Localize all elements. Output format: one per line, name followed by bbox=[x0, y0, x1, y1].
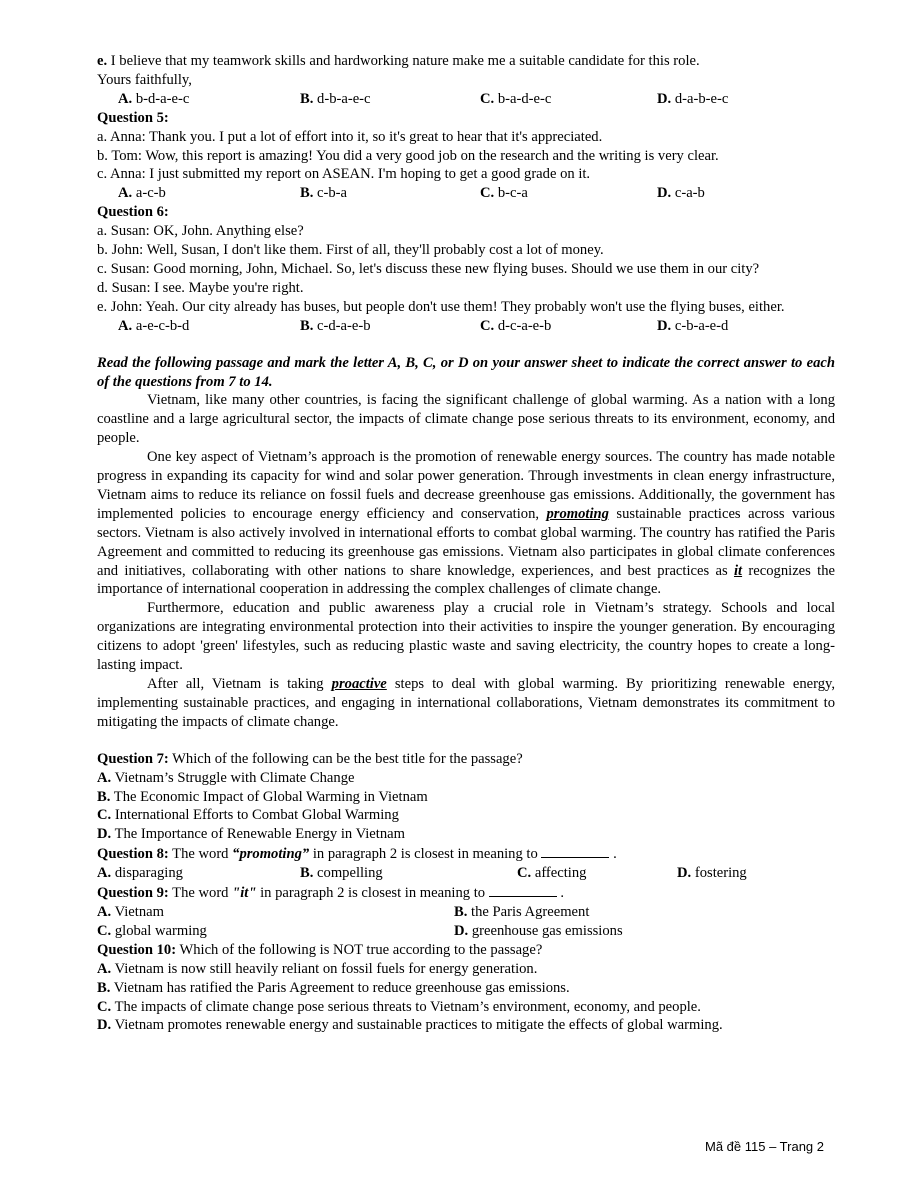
answer-option[interactable] bbox=[657, 90, 728, 109]
q8-answer-options bbox=[97, 864, 835, 883]
exam-page bbox=[97, 52, 835, 1035]
option-letter: A. bbox=[97, 865, 112, 882]
answer-blank bbox=[489, 883, 557, 897]
passage-paragraph-4 bbox=[97, 675, 835, 732]
option-text: b-c-a bbox=[494, 185, 528, 202]
option-letter: B. bbox=[300, 90, 314, 107]
option-text: b-d-a-e-c bbox=[132, 90, 190, 107]
answer-option[interactable] bbox=[97, 184, 300, 203]
q6-line-c: c. Susan: Good morning, John, Michael. So, let's discuss these new flying buses. Should we use them in our city? bbox=[97, 260, 760, 277]
q5-line-c: c. Anna: I just submitted my report on ASEAN. I'm hoping to get a good grade on it. bbox=[97, 166, 591, 183]
option-text: c-a-b bbox=[671, 185, 705, 202]
q7-question: Which of the following can be the best title for the passage? bbox=[168, 750, 523, 767]
option-letter: C. bbox=[97, 998, 112, 1015]
option-letter: B. bbox=[97, 788, 111, 805]
answer-option[interactable] bbox=[300, 864, 517, 883]
answer-option[interactable] bbox=[97, 769, 835, 788]
option-letter: A. bbox=[118, 90, 133, 107]
option-letter: C. bbox=[480, 317, 495, 334]
q4-e-label: e. bbox=[97, 53, 108, 69]
answer-option[interactable] bbox=[454, 903, 589, 922]
option-text: International Efforts to Combat Global Warming bbox=[111, 807, 399, 824]
answer-option[interactable] bbox=[300, 184, 480, 203]
option-letter: C. bbox=[97, 922, 112, 939]
option-letter: B. bbox=[300, 317, 314, 334]
option-text: c-b-a bbox=[313, 185, 348, 202]
answer-option[interactable] bbox=[97, 922, 454, 941]
q4-e-text: I believe that my teamwork skills and hardworking nature make me a suitable candidate for this role. bbox=[107, 53, 700, 69]
option-letter: D. bbox=[677, 865, 692, 882]
answer-option[interactable] bbox=[97, 788, 835, 807]
option-letter: A. bbox=[118, 185, 133, 202]
option-letter: A. bbox=[97, 769, 112, 786]
answer-option[interactable] bbox=[480, 184, 657, 203]
option-text: b-a-d-e-c bbox=[494, 90, 552, 107]
reading-instruction: Read the following passage and mark the letter A, B, C, or D on your answer sheet to indicate the correct answer to each of the questions from 7 to 14. bbox=[97, 354, 835, 390]
answer-option[interactable] bbox=[97, 960, 835, 979]
q6-line-b: b. John: Well, Susan, I don't like them. First of all, they'll probably cost a lot of money. bbox=[97, 242, 604, 259]
answer-option[interactable] bbox=[300, 90, 480, 109]
passage-text: After all, Vietnam is taking bbox=[147, 676, 332, 692]
answer-blank bbox=[541, 844, 609, 858]
answer-option[interactable] bbox=[677, 864, 747, 883]
option-letter: B. bbox=[300, 185, 314, 202]
option-text: The Importance of Renewable Energy in Vietnam bbox=[111, 826, 405, 843]
q5-answer-options bbox=[97, 184, 835, 203]
option-letter: C. bbox=[480, 90, 495, 107]
option-text: Vietnam promotes renewable energy and sustainable practices to mitigate the effects of global warming. bbox=[111, 1017, 723, 1034]
answer-option[interactable] bbox=[657, 317, 728, 336]
option-letter: D. bbox=[454, 922, 469, 939]
keyword-it: it bbox=[733, 562, 743, 579]
option-text: fostering bbox=[691, 865, 747, 882]
option-text: d-a-b-e-c bbox=[671, 90, 729, 107]
option-letter: A. bbox=[97, 903, 112, 920]
option-letter: C. bbox=[97, 807, 112, 824]
option-letter: C. bbox=[517, 865, 532, 882]
keyword-proactive: proactive bbox=[331, 676, 387, 692]
q10-stem bbox=[97, 941, 835, 960]
q7-stem bbox=[97, 750, 835, 769]
q9-answer-options-row1 bbox=[97, 903, 835, 922]
option-text: Vietnam’s Struggle with Climate Change bbox=[111, 769, 355, 786]
page-footer: Mã đề 115 – Trang 2 bbox=[705, 1139, 825, 1154]
answer-option[interactable] bbox=[97, 1016, 835, 1035]
q5-line-a: a. Anna: Thank you. I put a lot of effort into it, so it's great to hear that it's appreciated. bbox=[97, 128, 603, 145]
passage-text: steps to deal with global warming. By prioritizing renewable energy, implementing sustainable practices, and engaging in international collaborations, Vietnam demonstrates its commitment to mitigating the impacts of climate change. bbox=[97, 676, 835, 730]
option-text: compelling bbox=[313, 865, 383, 882]
option-text: The impacts of climate change pose serious threats to Vietnam’s environment, economy, and people. bbox=[111, 998, 701, 1015]
option-text: Vietnam is now still heavily reliant on fossil fuels for energy generation. bbox=[111, 960, 538, 977]
option-text: The Economic Impact of Global Warming in Vietnam bbox=[110, 788, 428, 805]
q6-line-e: e. John: Yeah. Our city already has buses, but people don't use them! They probably won't use the flying buses, either. bbox=[97, 298, 785, 315]
answer-option[interactable] bbox=[300, 317, 480, 336]
answer-option[interactable] bbox=[97, 806, 835, 825]
passage-paragraph-2 bbox=[97, 448, 835, 599]
q8-question: in paragraph 2 is closest in meaning to bbox=[309, 846, 542, 863]
option-letter: B. bbox=[97, 979, 111, 996]
option-text: disparaging bbox=[111, 865, 183, 882]
option-text: Vietnam has ratified the Paris Agreement to reduce greenhouse gas emissions. bbox=[110, 979, 570, 996]
q9-question: in paragraph 2 is closest in meaning to bbox=[256, 885, 489, 902]
answer-option[interactable] bbox=[97, 864, 300, 883]
answer-option[interactable] bbox=[97, 979, 835, 998]
option-text: d-b-a-e-c bbox=[313, 90, 371, 107]
passage-text: recognizes the importance of international cooperation in addressing the complex challenges of climate change. bbox=[97, 562, 835, 598]
option-text: the Paris Agreement bbox=[467, 903, 590, 920]
q9-question: The word bbox=[168, 885, 233, 902]
answer-option[interactable] bbox=[97, 825, 835, 844]
q8-heading: Question 8: bbox=[97, 846, 169, 863]
passage-text: sustainable practices across various sectors. Vietnam is also actively involved in international efforts to combat global warming. The country has ratified the Paris Agreement and committed to reducing its greenhouse gas emissions. Vietnam also participates in global climate conferences and initiatives, collaborating with other nations to share knowledge, experiences, and best practices as bbox=[97, 505, 835, 579]
q10-question: Which of the following is NOT true according to the passage? bbox=[176, 941, 543, 958]
option-text: c-b-a-e-d bbox=[671, 317, 729, 334]
option-letter: D. bbox=[657, 90, 672, 107]
option-text: affecting bbox=[531, 865, 587, 882]
q8-question: . bbox=[609, 846, 617, 863]
q6-line-a: a. Susan: OK, John. Anything else? bbox=[97, 223, 304, 240]
q8-stem bbox=[97, 844, 835, 864]
q10-heading: Question 10: bbox=[97, 941, 177, 958]
option-text: Vietnam bbox=[111, 903, 164, 920]
answer-option[interactable] bbox=[97, 90, 300, 109]
answer-option[interactable] bbox=[97, 317, 300, 336]
option-letter: D. bbox=[657, 185, 672, 202]
q5-heading: Question 5: bbox=[97, 109, 169, 126]
option-text: d-c-a-e-b bbox=[494, 317, 552, 334]
q8-question: The word bbox=[168, 846, 233, 863]
answer-option[interactable] bbox=[480, 90, 657, 109]
option-text: c-d-a-e-b bbox=[313, 317, 371, 334]
answer-option[interactable] bbox=[97, 998, 835, 1017]
passage-paragraph-1: Vietnam, like many other countries, is facing the significant challenge of global warming. As a nation with a long coastline and a large agricultural sector, the impacts of climate change pose serious threats to its environment, economy, and people. bbox=[97, 392, 835, 447]
option-letter: A. bbox=[118, 317, 133, 334]
option-letter: D. bbox=[97, 826, 112, 843]
answer-option[interactable] bbox=[97, 903, 454, 922]
option-text: a-e-c-b-d bbox=[132, 317, 190, 334]
q6-heading: Question 6: bbox=[97, 204, 169, 221]
q6-answer-options bbox=[97, 317, 835, 336]
q9-answer-options-row2 bbox=[97, 922, 835, 941]
answer-option[interactable] bbox=[454, 922, 623, 941]
q9-heading: Question 9: bbox=[97, 885, 169, 902]
q6-line-d: d. Susan: I see. Maybe you're right. bbox=[97, 279, 304, 296]
q9-stem bbox=[97, 883, 835, 903]
answer-option[interactable] bbox=[657, 184, 705, 203]
option-text: greenhouse gas emissions bbox=[468, 922, 623, 939]
option-letter: D. bbox=[97, 1017, 112, 1034]
q4-option-e bbox=[97, 52, 835, 71]
q4-closing: Yours faithfully, bbox=[97, 71, 192, 88]
answer-option[interactable] bbox=[480, 317, 657, 336]
passage-text: One key aspect of Vietnam’s approach is the promotion of renewable energy sources. The country has made notable progress in expanding its capacity for wind and solar power generation. Through investments in clean energy infrastructure, Vietnam aims to reduce its reliance on fossil fuels and decrease greenhouse gas emissions. Additionally, the government has implemented policies to encourage energy efficiency and conservation, bbox=[97, 449, 835, 522]
answer-option[interactable] bbox=[517, 864, 677, 883]
option-letter: D. bbox=[657, 317, 672, 334]
option-letter: B. bbox=[454, 903, 468, 920]
option-text: global warming bbox=[111, 922, 207, 939]
q8-word: “promoting” bbox=[232, 846, 310, 863]
q9-word: "it" bbox=[232, 885, 257, 902]
option-letter: C. bbox=[480, 185, 495, 202]
q9-question: . bbox=[556, 885, 564, 902]
q7-heading: Question 7: bbox=[97, 750, 169, 767]
passage-paragraph-3: Furthermore, education and public awareness play a crucial role in Vietnam’s strategy. Schools and local organizations are integrating environmental protection into their activities to inspire the younger generation. By encouraging citizens to adopt 'green' lifestyles, such as reducing plastic waste and saving electricity, the country hopes to create a long-lasting impact. bbox=[97, 600, 835, 674]
keyword-promoting: promoting bbox=[546, 505, 609, 522]
option-text: a-c-b bbox=[132, 185, 166, 202]
q5-line-b: b. Tom: Wow, this report is amazing! You did a very good job on the research and the writing is very clear. bbox=[97, 147, 719, 164]
q4-answer-options bbox=[97, 90, 835, 109]
option-letter: B. bbox=[300, 865, 314, 882]
option-letter: A. bbox=[97, 960, 112, 977]
